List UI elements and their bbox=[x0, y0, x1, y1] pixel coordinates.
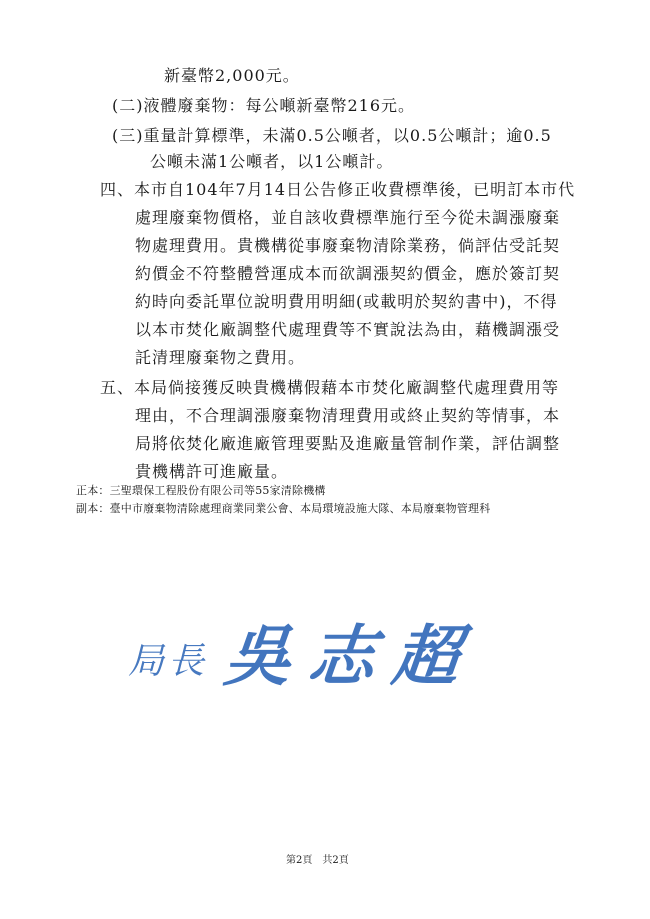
body-line-10: 以本市焚化廠調整代處理費等不實說法為由，藉機調漲受 bbox=[135, 320, 561, 339]
body-line-13: 理由，不合理調漲廢棄物清理費用或終止契約等情事，本 bbox=[135, 406, 561, 425]
body-line-5: 四、本市自104年7月14日公告修正收費標準後，已明訂本市代 bbox=[100, 180, 576, 199]
main-recipient: 正本：三聖環保工程股份有限公司等55家清除機構 bbox=[76, 484, 326, 497]
body-line-15: 貴機構許可進廠量。 bbox=[135, 462, 289, 481]
body-line-3: (三)重量計算標準，未滿0.5公噸者，以0.5公噸計；逾0.5 bbox=[112, 126, 552, 145]
signature-name: 吳志超 bbox=[220, 617, 482, 695]
body-line-7: 物處理費用。貴機構從事廢棄物清除業務，倘評估受託契 bbox=[135, 236, 561, 255]
body-line-14: 局將依焚化廠進廠管理要點及進廠量管制作業，評估調整 bbox=[135, 434, 561, 453]
page-indicator: 第2頁 共2頁 bbox=[286, 855, 349, 866]
body-line-9: 約時向委託單位說明費用明細(或載明於契約書中)，不得 bbox=[135, 292, 558, 311]
body-line-8: 約價金不符整體營運成本而欲調漲契約價金，應於簽訂契 bbox=[135, 264, 561, 283]
copy-recipient: 副本：臺中市廢棄物清除處理商業同業公會、本局環境設施大隊、本局廢棄物管理科 bbox=[76, 502, 491, 515]
body-line-1: 新臺幣2,000元。 bbox=[164, 66, 300, 85]
body-line-11: 託清理廢棄物之費用。 bbox=[135, 348, 306, 367]
signature-title: 局長 bbox=[128, 641, 209, 682]
body-line-12: 五、本局倘接獲反映貴機構假藉本市焚化廠調整代處理費用等 bbox=[100, 378, 560, 397]
body-line-4: 公噸未滿1公噸者，以1公噸計。 bbox=[150, 152, 394, 171]
body-line-2: (二)液體廢棄物：每公噸新臺幣216元。 bbox=[112, 96, 416, 115]
body-line-6: 處理廢棄物價格，並自該收費標準施行至今從未調漲廢棄 bbox=[135, 208, 561, 227]
